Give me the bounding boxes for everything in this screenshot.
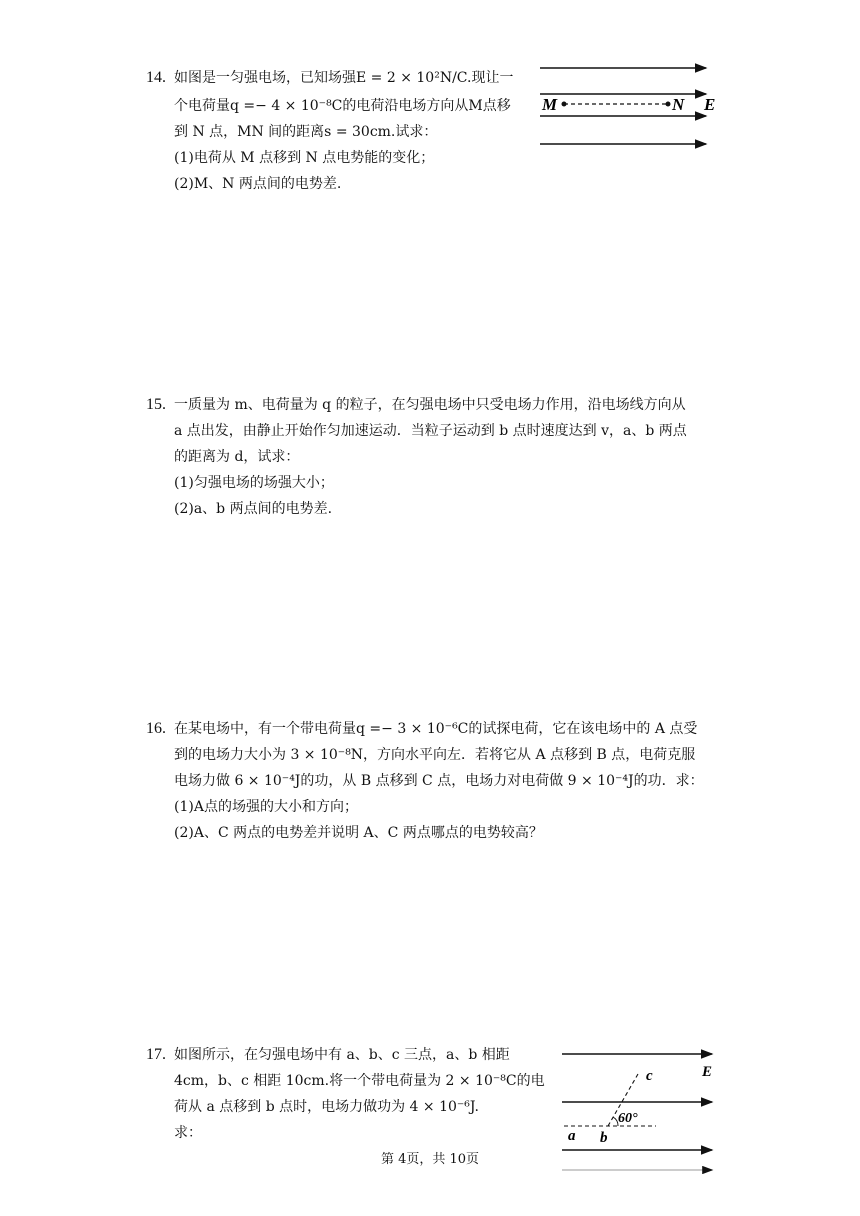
point-n bbox=[666, 102, 671, 107]
q15-line-1: 一质量为 m、电荷量为 q 的粒子，在匀强电场中只受电场力作用，沿电场线方向从 bbox=[174, 397, 686, 413]
label-e: E bbox=[704, 95, 716, 114]
label-e: E bbox=[702, 1064, 713, 1080]
q15-line-3: 的距离为 d，试求： bbox=[174, 449, 300, 465]
q17-line-2: 4cm，b、c 相距 10cm.将一个带电荷量为 2 × 10⁻⁸C的电 bbox=[174, 1073, 545, 1089]
q17-field-figure bbox=[556, 1040, 722, 1190]
q14-line-3: 到 N 点，MN 间的距离s = 30cm.试求： bbox=[174, 124, 438, 140]
q14-line-1: 如图是一匀强电场，已知场强E = 2 × 10²N/C.现让一 bbox=[174, 70, 514, 86]
page-footer: 第 4页，共 10页 bbox=[380, 1152, 480, 1167]
q15-number: 15. bbox=[146, 396, 166, 413]
q16-line-5: (2)A、C 两点的电势差并说明 A、C 两点哪点的电势较高？ bbox=[174, 825, 543, 841]
q15-line-4: (1)匀强电场的场强大小； bbox=[174, 475, 334, 491]
point-m bbox=[562, 102, 567, 107]
label-a: a bbox=[568, 1128, 576, 1144]
q17-line-3: 荷从 a 点移到 b 点时，电场力做功为 4 × 10⁻⁶J. bbox=[174, 1099, 479, 1115]
q15-line-5: (2)a、b 两点间的电势差. bbox=[174, 501, 333, 517]
q16-line-2: 到的电场力大小为 3 × 10⁻⁸N，方向水平向左．若将它从 A 点移到 B 点，电荷克服 bbox=[174, 747, 696, 763]
label-m: M bbox=[542, 95, 558, 114]
label-c: c bbox=[646, 1068, 653, 1084]
q14-line-4: (1)电荷从 M 点移到 N 点电势能的变化； bbox=[174, 150, 435, 166]
q14-number: 14. bbox=[146, 69, 166, 86]
label-n: N bbox=[672, 95, 685, 114]
label-b: b bbox=[600, 1130, 608, 1146]
q16-line-4: (1)A点的场强的大小和方向； bbox=[174, 799, 358, 815]
q16-line-3: 电场力做 6 × 10⁻⁴J的功，从 B 点移到 C 点，电场力对电荷做 9 × 10⁻⁴J的功．求： bbox=[174, 773, 704, 789]
q16-number: 16. bbox=[146, 720, 166, 737]
q14-field-figure bbox=[536, 60, 720, 156]
q17-number: 17. bbox=[146, 1046, 166, 1063]
q14-line-5: (2)M、N 两点间的电势差. bbox=[174, 176, 342, 192]
angle-label: 60° bbox=[618, 1111, 638, 1126]
q16-line-1: 在某电场中，有一个带电荷量q =− 3 × 10⁻⁶C的试探电荷，它在该电场中的 A 点受 bbox=[174, 721, 698, 737]
q17-line-1: 如图所示，在匀强电场中有 a、b、c 三点，a、b 相距 bbox=[174, 1047, 510, 1063]
q17-line-4: 求： bbox=[174, 1125, 202, 1141]
q15-line-2: a 点出发，由静止开始作匀加速运动．当粒子运动到 b 点时速度达到 v，a、b 两点 bbox=[174, 423, 687, 439]
q14-line-2: 个电荷量q =− 4 × 10⁻⁸C的电荷沿电场方向从M点移 bbox=[174, 98, 511, 114]
